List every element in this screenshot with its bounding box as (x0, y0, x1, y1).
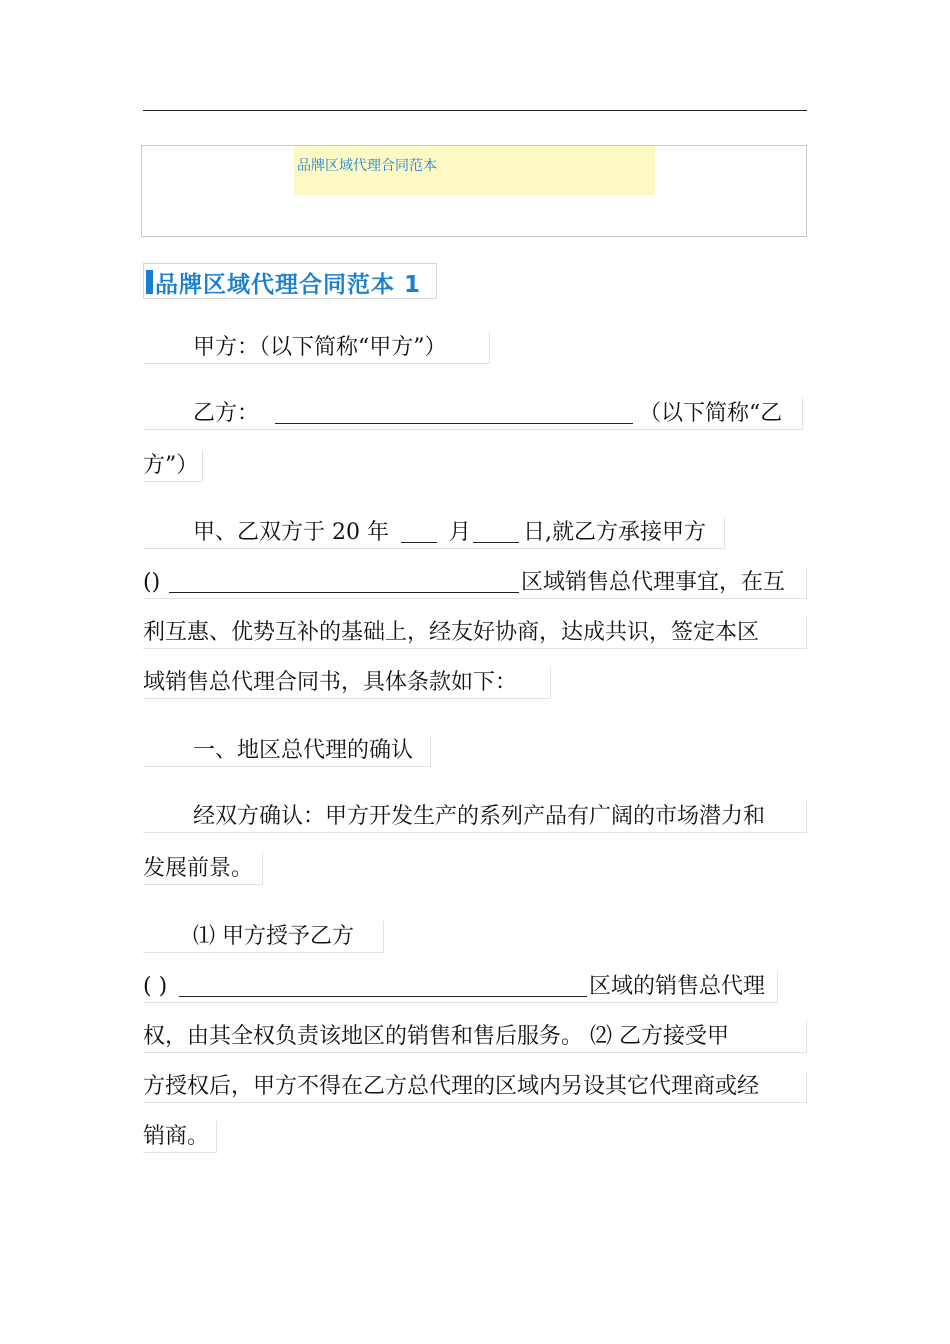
item1-line-2 (143, 971, 778, 1003)
party-a-line (143, 332, 490, 364)
party-b-cont: 方”） (143, 453, 199, 478)
section1-p1-line-1 (143, 801, 807, 833)
item1-line2-suffix: 区域的销售总代理 (589, 974, 766, 999)
intro-line-2 (143, 567, 807, 599)
intro-line-3 (143, 617, 807, 649)
party-b-suffix: （以下简称“乙 (639, 401, 783, 426)
item1-text4: 方授权后，甲方不得在乙方总代理的区域内另设其它代理商或经 (143, 1074, 760, 1099)
heading-title: 品牌区域代理合同范本 1 (155, 272, 422, 298)
header-title: 品牌区域代理合同范本 (297, 158, 437, 174)
intro-line1-c: 日,就乙方承接甲方 (523, 520, 706, 545)
month-blank (401, 542, 437, 543)
header-rule (143, 110, 807, 111)
section1-p1-text1: 经双方确认：甲方开发生产的系列产品有广阔的市场潜力和 (193, 804, 766, 829)
item1-text1: ⑴ 甲方授予乙方 (193, 924, 354, 949)
section1-title-line (143, 735, 431, 767)
section1-p1-line-2 (143, 853, 263, 885)
intro-line-4 (143, 667, 551, 699)
item1-line-4 (143, 1071, 807, 1103)
item1-text5: 销商。 (143, 1124, 210, 1149)
item1-line-3 (143, 1021, 807, 1053)
section-heading (143, 263, 437, 299)
intro-line4-text: 域销售总代理合同书，具体条款如下： (143, 670, 518, 695)
party-b-blank (275, 423, 633, 424)
intro-line3-text: 利互惠、优势互补的基础上，经友好协商，达成共识，签定本区 (143, 620, 760, 645)
section1-p1-text2: 发展前景。 (143, 856, 254, 881)
party-a-text: 甲方：（以下简称“甲方”） (193, 335, 447, 360)
item1-text3: 权，由其全权负责该地区的销售和售后服务。 ⑵ 乙方接受甲 (143, 1024, 729, 1049)
party-b-line (143, 398, 803, 430)
intro-line2-prefix: () (143, 570, 161, 595)
region-blank (169, 592, 519, 593)
intro-line-1 (143, 517, 725, 549)
item1-region-blank (179, 996, 587, 997)
item1-line-5 (143, 1121, 217, 1153)
section1-title: 一、地区总代理的确认 (193, 738, 414, 763)
day-blank (473, 542, 519, 543)
item1-line-1 (143, 921, 384, 953)
heading-marker (146, 270, 153, 294)
intro-line1-b: 月 (449, 520, 472, 545)
item1-line2-prefix: ( ) (143, 974, 168, 999)
intro-line2-suffix: 区域销售总代理事宜，在互 (521, 570, 786, 595)
intro-line1-a: 甲、乙双方于 20 年 (193, 520, 389, 545)
party-b-cont-line (143, 450, 203, 482)
party-b-label: 乙方： (193, 401, 260, 426)
